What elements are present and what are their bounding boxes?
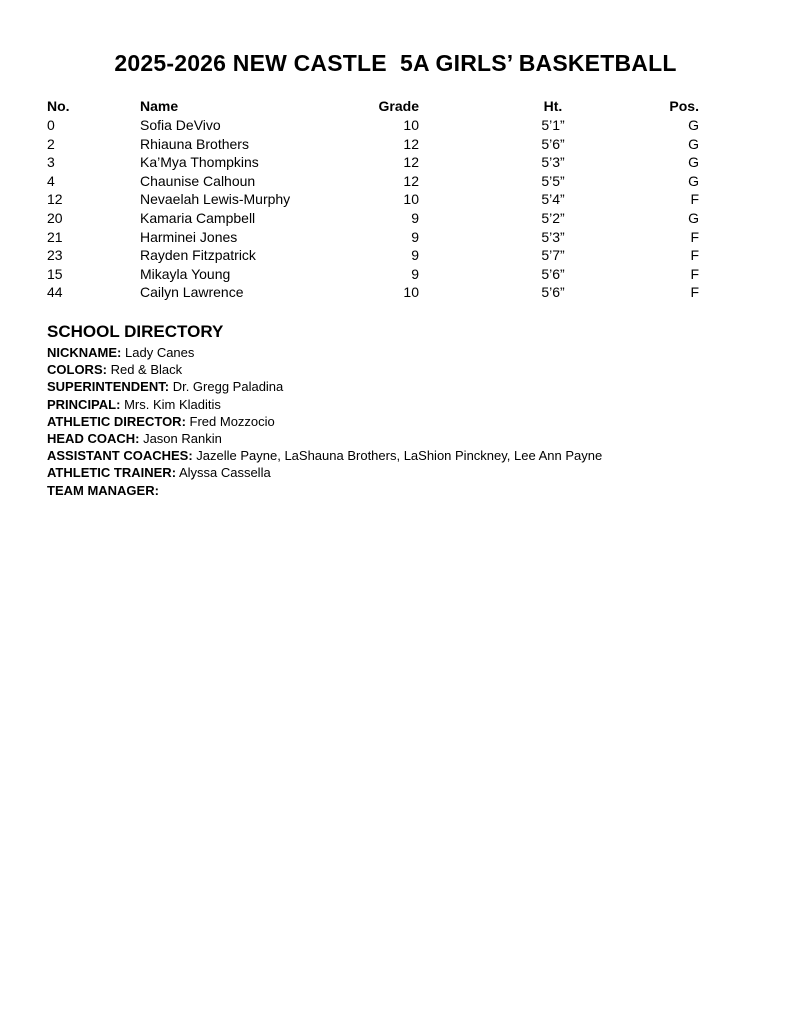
player-number: 0 (47, 117, 55, 133)
table-row (47, 116, 699, 135)
player-number: 15 (47, 265, 63, 282)
roster-table (47, 96, 699, 302)
table-row (47, 209, 699, 228)
directory-label: TEAM MANAGER: (47, 482, 159, 498)
directory-label: HEAD COACH: (47, 431, 140, 447)
directory-label: COLORS: (47, 362, 107, 378)
player-height: 5’6” (541, 135, 565, 152)
directory-label: ATHLETIC DIRECTOR: (47, 413, 186, 429)
player-height: 5’2” (541, 209, 565, 226)
roster-header-row (47, 96, 699, 116)
player-grade: 12 (403, 135, 419, 152)
table-row (47, 265, 699, 284)
directory-label: PRINCIPAL: (47, 396, 121, 412)
player-number: 3 (47, 154, 55, 171)
header-no: No. (47, 98, 70, 114)
player-number: 44 (47, 284, 63, 301)
player-position: F (690, 228, 699, 245)
player-position: G (688, 117, 699, 133)
player-grade: 9 (411, 228, 419, 245)
player-name: Mikayla Young (140, 265, 231, 282)
player-grade: 12 (403, 172, 419, 189)
player-position: F (690, 284, 699, 301)
directory-value: Alyssa Cassella (178, 465, 271, 481)
player-name: Cailyn Lawrence (140, 284, 244, 301)
table-row (47, 228, 699, 247)
school-directory (47, 322, 747, 499)
player-grade: 9 (411, 265, 419, 282)
table-row (47, 172, 699, 191)
player-position: F (690, 191, 699, 208)
player-grade: 10 (403, 284, 419, 301)
directory-value: Red & Black (110, 362, 183, 378)
player-name: Harminei Jones (140, 228, 238, 245)
directory-value: Dr. Gregg Paladina (172, 379, 284, 395)
player-number: 23 (47, 247, 63, 264)
directory-label: SUPERINTENDENT: (47, 379, 170, 395)
directory-value: Mrs. Kim Kladitis (124, 396, 221, 412)
player-position: G (688, 172, 699, 189)
player-grade: 12 (403, 154, 419, 171)
player-number: 4 (47, 172, 55, 189)
player-height: 5’4” (541, 191, 565, 208)
directory-entry-assistant-coaches (47, 447, 747, 464)
player-position: G (688, 209, 699, 226)
directory-entry-head-coach (47, 430, 747, 447)
directory-entry-athletic-director (47, 413, 747, 430)
directory-value: Jason Rankin (143, 431, 222, 447)
player-grade: 9 (411, 209, 419, 226)
header-position: Pos. (669, 98, 699, 114)
player-height: 5’3” (541, 228, 565, 245)
player-height: 5’6” (541, 265, 565, 282)
table-row (47, 246, 699, 265)
player-name: Rayden Fitzpatrick (140, 247, 256, 264)
directory-value: Jazelle Payne, LaShauna Brothers, LaShion Pinckney, Lee Ann Payne (196, 448, 603, 464)
header-height: Ht. (543, 98, 563, 114)
player-position: G (688, 154, 699, 171)
player-number: 21 (47, 228, 63, 245)
player-name: Chaunise Calhoun (140, 172, 256, 189)
player-name: Rhiauna Brothers (140, 135, 249, 152)
directory-entry-team-manager (47, 482, 747, 499)
player-height: 5’5” (541, 172, 565, 189)
page-title: 2025-2026 NEW CASTLE 5A GIRLS’ BASKETBALL (114, 50, 677, 76)
player-height: 5’3” (541, 154, 565, 171)
directory-entry-principal (47, 396, 747, 413)
player-position: F (690, 265, 699, 282)
player-grade: 10 (403, 191, 419, 208)
player-position: F (690, 247, 699, 264)
player-name: Nevaelah Lewis-Murphy (140, 191, 291, 208)
player-name: Ka’Mya Thompkins (140, 154, 259, 171)
player-grade: 9 (411, 247, 419, 264)
directory-entry-athletic-trainer (47, 464, 747, 481)
directory-title: SCHOOL DIRECTORY (47, 322, 224, 341)
directory-label: ASSISTANT COACHES: (47, 448, 193, 464)
player-grade: 10 (403, 117, 419, 133)
player-name: Sofia DeVivo (140, 117, 221, 133)
player-height: 5’1” (541, 117, 565, 133)
player-height: 5’7” (541, 247, 565, 264)
directory-entry-superintendent (47, 378, 747, 395)
table-row (47, 190, 699, 209)
player-number: 12 (47, 191, 63, 208)
header-grade: Grade (378, 98, 419, 114)
directory-label: ATHLETIC TRAINER: (47, 465, 177, 481)
table-row (47, 135, 699, 154)
player-position: G (688, 135, 699, 152)
directory-label: NICKNAME: (47, 345, 122, 360)
player-height: 5’6” (541, 284, 565, 301)
table-row (47, 283, 699, 302)
player-number: 2 (47, 135, 55, 152)
directory-entry-nickname (47, 344, 747, 361)
directory-entry-colors (47, 361, 747, 378)
header-name: Name (140, 98, 179, 114)
player-number: 20 (47, 209, 63, 226)
table-row (47, 153, 699, 172)
directory-value: Fred Mozzocio (189, 413, 275, 429)
player-name: Kamaria Campbell (140, 209, 256, 226)
directory-value: Lady Canes (125, 345, 195, 360)
